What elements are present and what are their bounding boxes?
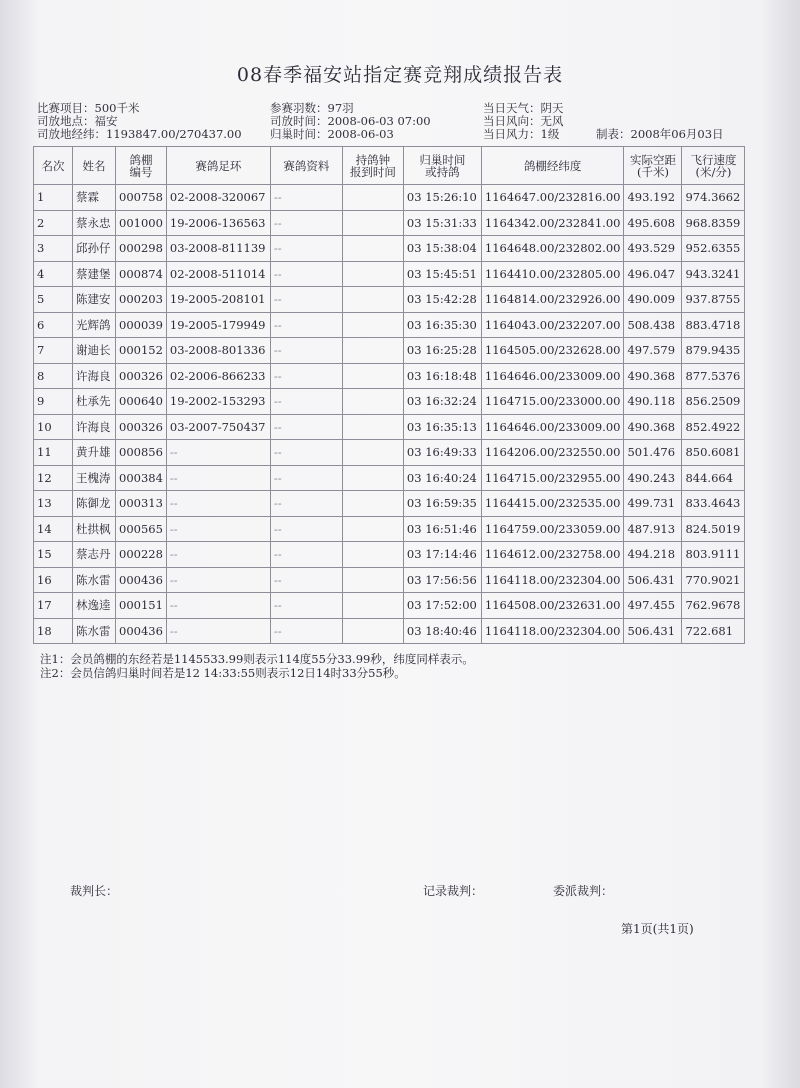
cell-loft-coordinates: 1164415.00/232535.00 bbox=[481, 491, 624, 517]
table-row bbox=[34, 491, 745, 517]
meta-right bbox=[483, 102, 564, 141]
cell-loft-coordinates: 1164715.00/233000.00 bbox=[481, 389, 624, 415]
cell-loft-id: 000151 bbox=[116, 593, 167, 619]
cell-pigeon-info: -- bbox=[270, 210, 342, 236]
cell-loft-id: 000313 bbox=[116, 491, 167, 517]
cell-pigeon-info: -- bbox=[270, 567, 342, 593]
cell-speed: 856.2509 bbox=[682, 389, 745, 415]
cell-name: 杜承先 bbox=[73, 389, 116, 415]
cell-speed: 952.6355 bbox=[682, 236, 745, 262]
cell-pigeon-info: -- bbox=[270, 287, 342, 313]
cell-name: 黄升雄 bbox=[73, 440, 116, 466]
cell-pigeon-info: -- bbox=[270, 593, 342, 619]
cell-loft-id: 000298 bbox=[116, 236, 167, 262]
cell-distance: 508.438 bbox=[624, 312, 682, 338]
meta-event: 比赛项目：500千米 bbox=[37, 101, 140, 115]
cell-speed: 833.4643 bbox=[682, 491, 745, 517]
cell-loft-coordinates: 1164646.00/233009.00 bbox=[481, 414, 624, 440]
cell-distance: 497.579 bbox=[624, 338, 682, 364]
table-row bbox=[34, 363, 745, 389]
cell-loft-id: 000203 bbox=[116, 287, 167, 313]
cell-rank: 1 bbox=[34, 185, 73, 211]
header-distance: 实际空距 (千米) bbox=[624, 147, 682, 185]
cell-ring-number: 02-2008-320067 bbox=[166, 185, 270, 211]
table-row bbox=[34, 618, 745, 644]
cell-ring-number: -- bbox=[166, 516, 270, 542]
cell-clock-report-time bbox=[342, 312, 403, 338]
cell-loft-id: 000326 bbox=[116, 414, 167, 440]
cell-pigeon-info: -- bbox=[270, 516, 342, 542]
cell-pigeon-info: -- bbox=[270, 440, 342, 466]
cell-clock-report-time bbox=[342, 516, 403, 542]
cell-return-time: 03 16:25:28 bbox=[403, 338, 481, 364]
cell-return-time: 03 17:52:00 bbox=[403, 593, 481, 619]
cell-distance: 487.913 bbox=[624, 516, 682, 542]
cell-loft-coordinates: 1164043.00/232207.00 bbox=[481, 312, 624, 338]
chief-judge-signature: 裁判长： bbox=[70, 884, 119, 898]
report-title: 08春季福安站指定赛竞翔成绩报告表 bbox=[236, 64, 564, 86]
cell-name: 王槐涛 bbox=[73, 465, 116, 491]
cell-rank: 18 bbox=[34, 618, 73, 644]
header-loft-id: 鸽棚 编号 bbox=[116, 147, 167, 185]
cell-clock-report-time bbox=[342, 185, 403, 211]
cell-loft-id: 000565 bbox=[116, 516, 167, 542]
cell-clock-report-time bbox=[342, 261, 403, 287]
cell-return-time: 03 15:31:33 bbox=[403, 210, 481, 236]
cell-ring-number: 03-2008-811139 bbox=[166, 236, 270, 262]
header-speed: 飞行速度 (米/分) bbox=[682, 147, 745, 185]
cell-return-time: 03 16:35:30 bbox=[403, 312, 481, 338]
cell-rank: 16 bbox=[34, 567, 73, 593]
table-body bbox=[34, 185, 745, 644]
cell-return-time: 03 17:56:56 bbox=[403, 567, 481, 593]
cell-distance: 495.608 bbox=[624, 210, 682, 236]
notes bbox=[40, 652, 474, 680]
cell-speed: 770.9021 bbox=[682, 567, 745, 593]
cell-distance: 506.431 bbox=[624, 567, 682, 593]
cell-name: 许海良 bbox=[73, 414, 116, 440]
cell-loft-id: 000856 bbox=[116, 440, 167, 466]
cell-name: 陈水雷 bbox=[73, 618, 116, 644]
cell-ring-number: 19-2005-179949 bbox=[166, 312, 270, 338]
cell-ring-number: -- bbox=[166, 618, 270, 644]
cell-rank: 5 bbox=[34, 287, 73, 313]
cell-loft-id: 000874 bbox=[116, 261, 167, 287]
cell-ring-number: 19-2005-208101 bbox=[166, 287, 270, 313]
table-row bbox=[34, 261, 745, 287]
table-row bbox=[34, 414, 745, 440]
table-header-row bbox=[34, 147, 745, 185]
cell-distance: 490.368 bbox=[624, 414, 682, 440]
cell-return-time: 03 18:40:46 bbox=[403, 618, 481, 644]
cell-name: 许海良 bbox=[73, 363, 116, 389]
cell-ring-number: 02-2006-866233 bbox=[166, 363, 270, 389]
cell-rank: 8 bbox=[34, 363, 73, 389]
cell-rank: 2 bbox=[34, 210, 73, 236]
header-pigeon-info: 赛鸽资料 bbox=[270, 147, 342, 185]
cell-loft-id: 000384 bbox=[116, 465, 167, 491]
meta-wind-force: 当日风力：1级 bbox=[483, 127, 560, 141]
cell-loft-id: 001000 bbox=[116, 210, 167, 236]
cell-name: 林逸逵 bbox=[73, 593, 116, 619]
cell-return-time: 03 15:42:28 bbox=[403, 287, 481, 313]
cell-loft-coordinates: 1164505.00/232628.00 bbox=[481, 338, 624, 364]
cell-pigeon-info: -- bbox=[270, 389, 342, 415]
cell-rank: 7 bbox=[34, 338, 73, 364]
page-number: 第1页(共1页) bbox=[621, 922, 694, 936]
cell-pigeon-info: -- bbox=[270, 185, 342, 211]
cell-loft-coordinates: 1164759.00/233059.00 bbox=[481, 516, 624, 542]
table-row bbox=[34, 312, 745, 338]
meta-left bbox=[37, 102, 242, 141]
cell-return-time: 03 15:26:10 bbox=[403, 185, 481, 211]
cell-pigeon-info: -- bbox=[270, 236, 342, 262]
cell-distance: 506.431 bbox=[624, 618, 682, 644]
table-row bbox=[34, 338, 745, 364]
cell-return-time: 03 16:18:48 bbox=[403, 363, 481, 389]
cell-clock-report-time bbox=[342, 618, 403, 644]
cell-speed: 844.664 bbox=[682, 465, 745, 491]
cell-return-time: 03 16:51:46 bbox=[403, 516, 481, 542]
cell-pigeon-info: -- bbox=[270, 414, 342, 440]
cell-speed: 968.8359 bbox=[682, 210, 745, 236]
table-row bbox=[34, 440, 745, 466]
cell-rank: 12 bbox=[34, 465, 73, 491]
cell-loft-coordinates: 1164508.00/232631.00 bbox=[481, 593, 624, 619]
cell-clock-report-time bbox=[342, 363, 403, 389]
cell-clock-report-time bbox=[342, 236, 403, 262]
cell-clock-report-time bbox=[342, 440, 403, 466]
cell-clock-report-time bbox=[342, 389, 403, 415]
cell-clock-report-time bbox=[342, 567, 403, 593]
cell-ring-number: -- bbox=[166, 567, 270, 593]
header-loft-coordinates: 鸽棚经纬度 bbox=[481, 147, 624, 185]
cell-speed: 852.4922 bbox=[682, 414, 745, 440]
cell-loft-id: 000436 bbox=[116, 618, 167, 644]
cell-ring-number: -- bbox=[166, 491, 270, 517]
cell-speed: 762.9678 bbox=[682, 593, 745, 619]
table-row bbox=[34, 567, 745, 593]
cell-distance: 490.368 bbox=[624, 363, 682, 389]
cell-loft-coordinates: 1164118.00/232304.00 bbox=[481, 567, 624, 593]
meta-release-time: 司放时间：2008-06-03 07:00 bbox=[270, 114, 431, 128]
cell-loft-id: 000640 bbox=[116, 389, 167, 415]
table-row bbox=[34, 185, 745, 211]
cell-speed: 722.681 bbox=[682, 618, 745, 644]
recording-judge-signature: 记录裁判： bbox=[423, 884, 484, 898]
cell-pigeon-info: -- bbox=[270, 338, 342, 364]
cell-rank: 14 bbox=[34, 516, 73, 542]
cell-pigeon-info: -- bbox=[270, 465, 342, 491]
delegated-judge-signature: 委派裁判： bbox=[553, 884, 614, 898]
meta-weather: 当日天气：阴天 bbox=[483, 101, 564, 115]
table-row bbox=[34, 210, 745, 236]
cell-loft-coordinates: 1164646.00/233009.00 bbox=[481, 363, 624, 389]
meta-entries: 参赛羽数：97羽 bbox=[270, 101, 354, 115]
cell-speed: 877.5376 bbox=[682, 363, 745, 389]
cell-clock-report-time bbox=[342, 542, 403, 568]
cell-rank: 13 bbox=[34, 491, 73, 517]
cell-ring-number: 02-2008-511014 bbox=[166, 261, 270, 287]
cell-clock-report-time bbox=[342, 414, 403, 440]
cell-clock-report-time bbox=[342, 593, 403, 619]
table-row bbox=[34, 542, 745, 568]
table-row bbox=[34, 593, 745, 619]
cell-loft-coordinates: 1164647.00/232816.00 bbox=[481, 185, 624, 211]
note-1: 注1：会员鸽棚的东经若是1145533.99则表示114度55分33.99秒，纬度同样表示。 bbox=[40, 652, 474, 666]
cell-ring-number: -- bbox=[166, 542, 270, 568]
cell-loft-coordinates: 1164814.00/232926.00 bbox=[481, 287, 624, 313]
cell-pigeon-info: -- bbox=[270, 363, 342, 389]
cell-distance: 490.009 bbox=[624, 287, 682, 313]
cell-loft-coordinates: 1164206.00/232550.00 bbox=[481, 440, 624, 466]
cell-clock-report-time bbox=[342, 465, 403, 491]
cell-rank: 9 bbox=[34, 389, 73, 415]
cell-name: 杜拱枫 bbox=[73, 516, 116, 542]
cell-distance: 501.476 bbox=[624, 440, 682, 466]
cell-clock-report-time bbox=[342, 338, 403, 364]
cell-name: 陈水雷 bbox=[73, 567, 116, 593]
cell-clock-report-time bbox=[342, 287, 403, 313]
cell-return-time: 03 16:32:24 bbox=[403, 389, 481, 415]
cell-pigeon-info: -- bbox=[270, 542, 342, 568]
cell-distance: 493.192 bbox=[624, 185, 682, 211]
cell-loft-coordinates: 1164342.00/232841.00 bbox=[481, 210, 624, 236]
cell-speed: 803.9111 bbox=[682, 542, 745, 568]
cell-loft-coordinates: 1164612.00/232758.00 bbox=[481, 542, 624, 568]
table-row bbox=[34, 389, 745, 415]
cell-speed: 824.5019 bbox=[682, 516, 745, 542]
cell-rank: 3 bbox=[34, 236, 73, 262]
cell-ring-number: 19-2006-136563 bbox=[166, 210, 270, 236]
header-rank: 名次 bbox=[34, 147, 73, 185]
cell-loft-coordinates: 1164715.00/232955.00 bbox=[481, 465, 624, 491]
table-row bbox=[34, 465, 745, 491]
cell-distance: 490.118 bbox=[624, 389, 682, 415]
cell-clock-report-time bbox=[342, 491, 403, 517]
cell-speed: 937.8755 bbox=[682, 287, 745, 313]
cell-return-time: 03 16:40:24 bbox=[403, 465, 481, 491]
meta-made-date: 制表：2008年06月03日 bbox=[596, 127, 724, 141]
cell-name: 邱孙仔 bbox=[73, 236, 116, 262]
cell-pigeon-info: -- bbox=[270, 618, 342, 644]
cell-name: 光辉鸽 bbox=[73, 312, 116, 338]
cell-rank: 15 bbox=[34, 542, 73, 568]
cell-distance: 497.455 bbox=[624, 593, 682, 619]
cell-return-time: 03 15:38:04 bbox=[403, 236, 481, 262]
cell-name: 蔡志丹 bbox=[73, 542, 116, 568]
cell-speed: 943.3241 bbox=[682, 261, 745, 287]
cell-loft-coordinates: 1164648.00/232802.00 bbox=[481, 236, 624, 262]
cell-rank: 4 bbox=[34, 261, 73, 287]
cell-rank: 6 bbox=[34, 312, 73, 338]
table-row bbox=[34, 287, 745, 313]
cell-loft-id: 000039 bbox=[116, 312, 167, 338]
cell-distance: 493.529 bbox=[624, 236, 682, 262]
cell-speed: 879.9435 bbox=[682, 338, 745, 364]
cell-distance: 496.047 bbox=[624, 261, 682, 287]
cell-speed: 883.4718 bbox=[682, 312, 745, 338]
cell-loft-id: 000228 bbox=[116, 542, 167, 568]
header-return-time: 归巢时间 或持鸽 bbox=[403, 147, 481, 185]
cell-loft-id: 000436 bbox=[116, 567, 167, 593]
table-row bbox=[34, 516, 745, 542]
cell-pigeon-info: -- bbox=[270, 491, 342, 517]
cell-return-time: 03 16:49:33 bbox=[403, 440, 481, 466]
meta-return-time: 归巢时间：2008-06-03 bbox=[270, 127, 394, 141]
cell-ring-number: 03-2007-750437 bbox=[166, 414, 270, 440]
header-clock-report-time: 持鸽钟 报到时间 bbox=[342, 147, 403, 185]
cell-loft-coordinates: 1164118.00/232304.00 bbox=[481, 618, 624, 644]
cell-name: 蔡建堡 bbox=[73, 261, 116, 287]
cell-speed: 850.6081 bbox=[682, 440, 745, 466]
meta-release-place: 司放地点：福安 bbox=[37, 114, 118, 128]
cell-pigeon-info: -- bbox=[270, 261, 342, 287]
cell-distance: 494.218 bbox=[624, 542, 682, 568]
cell-pigeon-info: -- bbox=[270, 312, 342, 338]
table-row bbox=[34, 236, 745, 262]
cell-distance: 499.731 bbox=[624, 491, 682, 517]
cell-ring-number: 03-2008-801336 bbox=[166, 338, 270, 364]
cell-return-time: 03 16:59:35 bbox=[403, 491, 481, 517]
cell-return-time: 03 15:45:51 bbox=[403, 261, 481, 287]
cell-rank: 17 bbox=[34, 593, 73, 619]
cell-loft-id: 000326 bbox=[116, 363, 167, 389]
cell-name: 陈御龙 bbox=[73, 491, 116, 517]
cell-name: 谢迪长 bbox=[73, 338, 116, 364]
cell-speed: 974.3662 bbox=[682, 185, 745, 211]
header-name: 姓名 bbox=[73, 147, 116, 185]
meta-wind-direction: 当日风向：无风 bbox=[483, 114, 564, 128]
cell-ring-number: -- bbox=[166, 593, 270, 619]
cell-rank: 11 bbox=[34, 440, 73, 466]
cell-ring-number: -- bbox=[166, 440, 270, 466]
meta-middle bbox=[270, 102, 431, 141]
meta-release-coords: 司放地经纬：1193847.00/270437.00 bbox=[37, 127, 242, 141]
results-table bbox=[33, 146, 745, 644]
cell-clock-report-time bbox=[342, 210, 403, 236]
note-2: 注2：会员信鸽归巢时间若是12 14:33:55则表示12日14时33分55秒。 bbox=[40, 666, 406, 680]
cell-loft-id: 000758 bbox=[116, 185, 167, 211]
cell-ring-number: 19-2002-153293 bbox=[166, 389, 270, 415]
cell-name: 陈建安 bbox=[73, 287, 116, 313]
cell-name: 蔡永忠 bbox=[73, 210, 116, 236]
cell-return-time: 03 17:14:46 bbox=[403, 542, 481, 568]
cell-loft-coordinates: 1164410.00/232805.00 bbox=[481, 261, 624, 287]
cell-rank: 10 bbox=[34, 414, 73, 440]
cell-loft-id: 000152 bbox=[116, 338, 167, 364]
cell-distance: 490.243 bbox=[624, 465, 682, 491]
cell-name: 蔡霖 bbox=[73, 185, 116, 211]
cell-ring-number: -- bbox=[166, 465, 270, 491]
cell-return-time: 03 16:35:13 bbox=[403, 414, 481, 440]
header-ring-number: 赛鸽足环 bbox=[166, 147, 270, 185]
